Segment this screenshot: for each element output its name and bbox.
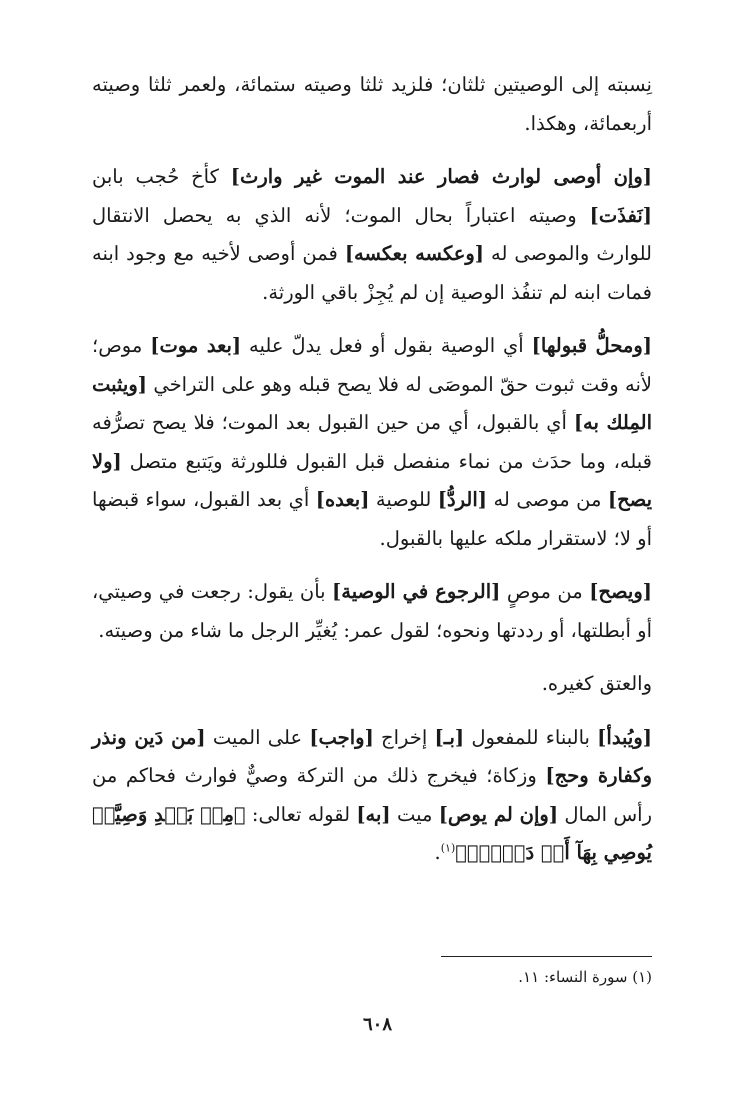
bold-term: [وعكسه بعكسه] xyxy=(344,242,484,265)
text-run: للوصية xyxy=(369,488,438,511)
text-run: من موصٍ xyxy=(500,580,590,603)
text-run: . xyxy=(434,841,441,864)
text-run: على الميت xyxy=(205,725,310,749)
text-run: كأخ حُجب بابن xyxy=(92,165,231,188)
bold-term: [بعد موت] xyxy=(150,334,242,357)
bold-term: [ويثبت المِلك به] xyxy=(92,372,652,434)
bold-term: [نَفذَت] xyxy=(589,203,652,227)
quran-verse: ﴿مِنۢ بَعۡدِ وَصِيَّةٖ يُوصِي بِهَآ أَوۡ دَيۡنٍۗ﴾ xyxy=(92,802,652,864)
bold-term: [بـ] xyxy=(434,725,465,749)
text-run: إخراج xyxy=(373,725,435,749)
paragraph xyxy=(92,327,652,558)
text-run: بأن يقول: رجعت في وصيتي، أو أبطلتها، أو رددتها ونحوه؛ لقول عمر: يُغيِّر الرجل ما شاء من وصيته. xyxy=(92,580,652,642)
bold-term: [وإن لم يوص] xyxy=(438,802,559,826)
paragraph xyxy=(92,158,652,312)
paragraph xyxy=(92,66,652,143)
bold-term: [الرجوع في الوصية] xyxy=(332,580,501,603)
paragraph xyxy=(92,573,652,650)
bold-term: [به] xyxy=(356,802,391,826)
bold-term: [ويصح] xyxy=(589,580,652,603)
text-run: أي بالقبول، أي من حين القبول بعد الموت؛ فلا يصح تصرُّفه قبله، وما حدَث من نماء منفصل قبل القبول فللورثة ويَتبع متصل xyxy=(92,411,652,473)
page-number: ٦٠٨ xyxy=(362,1014,392,1035)
bold-term: [وإن أوصى لوارث فصار عند الموت غير وارث] xyxy=(230,165,652,188)
footnote-reference: (١) xyxy=(440,841,456,855)
bold-term: [بعده] xyxy=(315,488,370,511)
bold-term: [الردُّ] xyxy=(437,488,488,511)
text-run: فمن أوصى لأخيه مع وجود ابنه فمات ابنه لم تنفُذ الوصية إن لم يُجِزْ باقي الورثة. xyxy=(92,242,652,304)
text-run: بالبناء للمفعول xyxy=(464,725,598,749)
bold-term: [ولا يصح] xyxy=(92,449,653,511)
text-run: موص؛ لأنه وقت ثبوت حقّ الموصَى له فلا يصح قبله وهو على التراخي xyxy=(92,334,652,396)
bold-term: [واجب] xyxy=(309,725,374,749)
footnote: (١) سورة النساء: ١١. xyxy=(518,968,652,986)
text-run: والعتق كغيره. xyxy=(541,672,652,695)
text-run: من موصى له xyxy=(487,488,608,511)
bold-term: [من دَين ونذر وكفارة وحج] xyxy=(92,725,652,787)
bold-term: [ومحلُّ قبولها] xyxy=(531,334,652,357)
text-run: لقوله تعالى: xyxy=(245,802,357,826)
text-run: أي الوصية بقول أو فعل يدلّ عليه xyxy=(241,334,532,357)
footnote-divider xyxy=(441,956,652,957)
paragraph xyxy=(92,665,652,704)
text-run: نِسبته إلى الوصيتين ثلثان؛ فلزيد ثلثا وصيته ستمائة، ولعمر ثلثا وصيته أربعمائة، وهكذا. xyxy=(92,73,652,135)
text-run: ميت xyxy=(390,802,439,826)
paragraph xyxy=(92,719,652,873)
text-run: وصيته اعتباراً بحال الموت؛ لأنه الذي به يحصل الانتقال للوارث والموصى له xyxy=(92,203,652,265)
text-run: وزكاة؛ فيخرج ذلك من التركة وصيٌّ فوارث فحاكم من رأس المال xyxy=(92,764,653,826)
page-body xyxy=(92,66,652,888)
bold-term: [ويُبدأ] xyxy=(597,725,653,749)
text-run: أي بعد القبول، سواء قبضها أو لا؛ لاستقرار ملكه عليها بالقبول. xyxy=(92,488,652,550)
